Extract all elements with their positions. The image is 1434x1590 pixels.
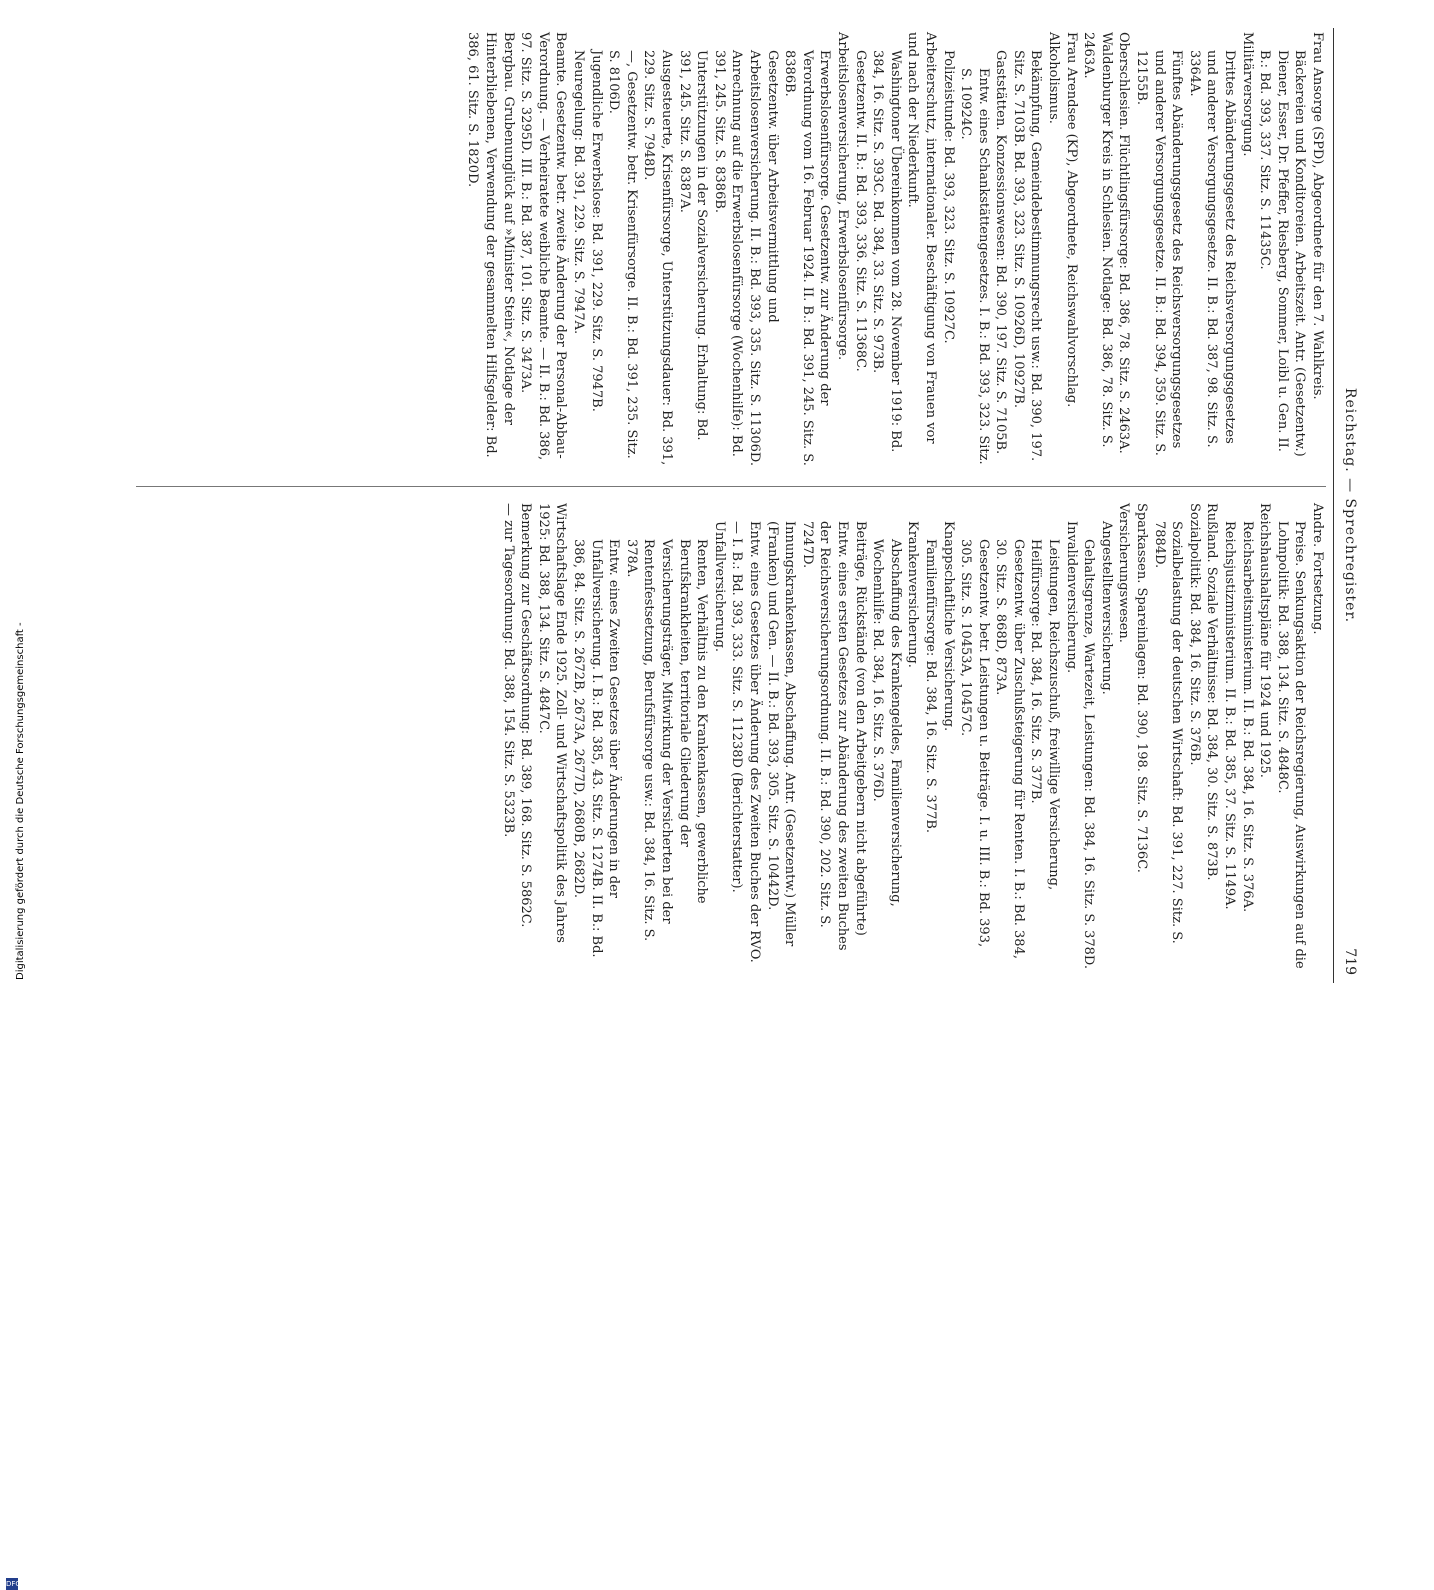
register-entry: Innungskrankenkassen, Abschaffung. Antr. (Gesetzentw.) Müller (Franken) und Gen. — II. B.: Bd. 393, 305. Sitz. S. 10442D. bbox=[764, 521, 798, 947]
register-entry: Invalidenversicherung. bbox=[1063, 521, 1079, 674]
register-entry: —, Gesetzentw. betr. Krisenfürsorge. II. B.: Bd. 391, 235. Sitz. S. 8106D. bbox=[606, 50, 639, 459]
register-entry: Fünftes Abänderungsgesetz des Reichsversorgungsgesetzes und anderer Versorgungsgesetze. II. B.: Bd. 394, 359. Sitz. S. 12155B. bbox=[1134, 50, 1185, 456]
register-entry: Beiträge, Rückstände (von den Arbeitgebern nicht abgeführte) Entw. eines ersten Gesetzes zur Abänderung des zweiten Buches der Reichsversicherungsordnung. II. B.: Bd. 390, 202. Sitz. S. 7247D. bbox=[799, 521, 868, 951]
register-entry: Gesetzentw. betr. Leistungen u. Beiträge. I. u. III. B.: Bd. 393, 305. Sitz. S. 10453A, 10457C. bbox=[958, 539, 991, 948]
register-entry: Gehaltsgrenze, Wartezeit, Leistungen: Bd. 384, 16. Sitz. S. 378D. bbox=[1081, 539, 1097, 970]
register-entry: Bäckereien und Konditoreien. Arbeitszeit. Antr. (Gesetzentw.) Diener, Esser, Dr. Pfeffer, Riesberg, Sommer, Loibl u. Gen. II. B.: Bd. 393, 337. Sitz. S. 11435C. bbox=[1257, 50, 1308, 457]
register-entry: Arbeiterschutz, internationaler. Beschäftigung von Frauen vor und nach der Niederkunft. bbox=[905, 32, 938, 444]
register-entry: Entw. eines Schankstättengesetzes. I. B.: Bd. 393, 323. Sitz. S. 10924C. bbox=[958, 68, 991, 465]
dfg-logo: DFG bbox=[6, 1580, 21, 1588]
page-number: 719 bbox=[1342, 948, 1358, 975]
register-entry: Andre. Fortsetzung. bbox=[1310, 503, 1325, 635]
register-entry: Gesetzentw. über Arbeitsvermittlung und Arbeitslosenversicherung. II. B.: Bd. 393, 335. Sitz. S. 11306D. bbox=[747, 50, 780, 466]
register-entry: Bergbau. Grubenunglück auf »Minister Stein«, Notlage der Hinterbliebenen, Verwendung der gesammelten Hilfsgelder: Bd. 386, 61. Sitz. S. 1820D. bbox=[465, 32, 516, 458]
register-entry: Gaststätten. Konzessionswesen: Bd. 390, 197. Sitz. S. 7105B. bbox=[993, 50, 1009, 455]
register-entry: Leistungen, Reichszuschuß, freiwillige Versicherung, Heilfürsorge: Bd. 384, 16. Sitz. S. 377B. bbox=[1028, 539, 1062, 891]
register-entry: Alkoholismus. bbox=[1046, 32, 1062, 124]
register-entry: Unfallversicherung. bbox=[711, 521, 727, 653]
register-entry: Sparkassen. Spareinlagen: Bd. 390, 198. Sitz. S. 7136C. bbox=[1134, 503, 1150, 873]
register-entry: Entw. eines Gesetzes über Änderung des Zweiten Buches der RVO. — I. B.: Bd. 393, 333. Sitz. S. 11238D (Berichterstatter). bbox=[729, 521, 762, 963]
register-entry: Frau Ansorge (SPD), Abgeordnete für den 7. Wahlkreis. bbox=[1310, 32, 1325, 400]
register-entry: Entw. eines Zweiten Gesetzes über Änderungen in der Unfallversicherung. I. B.: Bd. 385, 43. Sitz. S. 1274B. II. B.: Bd. 386, 84. Sitz. S. 2672B, 2673A, 2677D, 2680B, 2682D. bbox=[571, 539, 622, 958]
register-entry: Neuregelung: Bd. 391, 229. Sitz. S. 7947A. bbox=[571, 50, 587, 335]
register-entry: Frau Arendsee (KP), Abgeordnete, Reichswahlvorschlag. bbox=[1063, 32, 1079, 408]
register-entry: Ausgesteuerte, Krisenfürsorge, Unterstützungsdauer: Bd. 391, 229. Sitz. S. 7948D. bbox=[641, 50, 675, 466]
register-entry: Wirtschaftslage Ende 1925. Zoll- und Wirtschaftspolitik des Jahres 1925: Bd. 388, 134. Sitz. S. 4847C. bbox=[535, 503, 569, 943]
register-entry: Reichsjustizministerium. II. B.: Bd. 385, 37. Sitz. S. 1149A. bbox=[1222, 521, 1238, 910]
register-entry: Jugendliche Erwerbslose: Bd. 391, 229. Sitz. S. 7947B. bbox=[588, 50, 604, 412]
register-entry: Washingtoner Übereinkommen vom 28. November 1919: Bd. 384, 16. Sitz. S. 393C. Bd. 384, 33. Sitz. S. 973B. bbox=[870, 50, 903, 453]
register-entry: Militärversorgung. bbox=[1239, 32, 1255, 157]
register-entry: Gesetzentw. II. B.: Bd. 393, 336. Sitz. S. 11368C. bbox=[852, 50, 868, 372]
register-entry: Angestelltenversicherung. bbox=[1098, 521, 1114, 695]
register-entry: Abschaffung des Krankengeldes, Familienversicherung, Wochenhilfe: Bd. 384, 16. Sitz. S. 376D. bbox=[870, 539, 903, 907]
page-header bbox=[1333, 28, 1360, 983]
register-entry: Reichsarbeitsministerium. II. B.: Bd. 384, 16. Sitz. S. 376A. bbox=[1239, 521, 1255, 913]
register-entry: Reichshaushaltspläne für 1924 und 1925. bbox=[1257, 503, 1273, 778]
register-entry: Gesetzentw. über Zuschußsteigerung für Renten. I. B.: Bd. 384, 30. Sitz. S. 868D, 873A. bbox=[993, 539, 1026, 959]
left-column bbox=[464, 32, 1326, 472]
rotated-register-page bbox=[110, 28, 1360, 983]
register-entry: Preise. Senkungsaktion der Reichsregierung, Auswirkungen auf die Lohnpolitik: Bd. 388, 134. Sitz. S. 4848C. bbox=[1274, 521, 1308, 969]
register-entry: Beamte. Gesetzentw. betr. zweite Änderung der Personal-Abbau-Verordnung. — Verheiratete weibliche Beamte. — II. B.: Bd. 386, 97. Sitz. S. 3295D. III. B.: Bd. 387, 101. Sitz. S. 3473A. bbox=[518, 32, 569, 461]
register-entry: Anrechnung auf die Erwerbslosenfürsorge (Wochenhilfe): Bd. 391, 245. Sitz. S. 8386B. bbox=[711, 50, 745, 457]
register-entry: Bekämpfung, Gemeindebestimmungsrecht usw.: Bd. 390, 197. Sitz. S. 7103B. Bd. 393, 323. Sitz. S. 10926D, 10927B. bbox=[1010, 50, 1044, 462]
register-entry: — zur Tagesordnung: Bd. 388, 154. Sitz. S. 5323B. bbox=[500, 503, 516, 838]
register-entry: Drittes Abänderungsgesetz des Reichsversorgungsgesetzes und anderer Versorgungsgesetze. II. B.: Bd. 387, 98. Sitz. S. 3364A. bbox=[1186, 50, 1238, 448]
register-entry: Waldenburger Kreis in Schlesien. Notlage: Bd. 386, 78. Sitz. S. 2463A. bbox=[1081, 32, 1114, 448]
register-entry: Rußland. Soziale Verhältnisse: Bd. 384, 30. Sitz. S. 873B. bbox=[1204, 503, 1220, 881]
register-entry: Arbeitslosenversicherung, Erwerbslosenfürsorge. bbox=[834, 32, 850, 361]
register-entry: Sozialpolitik: Bd. 384, 16. Sitz. S. 376B. bbox=[1186, 503, 1202, 766]
page-title: Reichstag. — Sprechregister. bbox=[1342, 387, 1358, 624]
register-entry: Familienfürsorge: Bd. 384, 16. Sitz. S. 377B. bbox=[922, 539, 938, 834]
register-entry: Versicherungswesen. bbox=[1116, 503, 1132, 643]
register-entry: Unterstützungen in der Sozialversicherung. Erhaltung: Bd. 391, 245. Sitz. S. 8387A. bbox=[676, 50, 710, 441]
register-entry: Polizeistunde: Bd. 393, 323. Sitz. S. 10927C. bbox=[940, 50, 956, 344]
register-entry: Oberschlesien. Flüchtlingsfürsorge: Bd. 386, 78. Sitz. S. 2463A. bbox=[1116, 32, 1132, 454]
register-entry: Sozialbelastung der deutschen Wirtschaft: Bd. 391, 227. Sitz. S. 7884D. bbox=[1151, 521, 1185, 944]
register-entry: Krankenversicherung. bbox=[905, 521, 921, 668]
digitization-credit-text: Digitalisierung gefördert durch die Deutsche Forschungsgemeinschaft - bbox=[15, 622, 26, 980]
register-entry: Bemerkung zur Geschäftsordnung: Bd. 389, 168. Sitz. S. 5862C. bbox=[518, 503, 534, 928]
register-entry: Renten, Verhältnis zu den Krankenkassen, gewerbliche Berufskrankheiten, territoriale Gliederung der Versicherungsträger, Mitwirkung der Versicherten bei der Rentenfestsetzung, Berufsfürsorge usw.: Bd. 384, 16. Sitz. S. 378A. bbox=[623, 539, 710, 942]
column-divider bbox=[136, 486, 1326, 487]
right-column bbox=[499, 503, 1326, 973]
register-entry: Erwerbslosenfürsorge. Gesetzentw. zur Änderung der Verordnung vom 16. Februar 1924. II. B.: Bd. 391, 245. Sitz. S. 8386B. bbox=[782, 50, 833, 466]
register-entry: Knappschaftliche Versicherung. bbox=[940, 521, 956, 732]
